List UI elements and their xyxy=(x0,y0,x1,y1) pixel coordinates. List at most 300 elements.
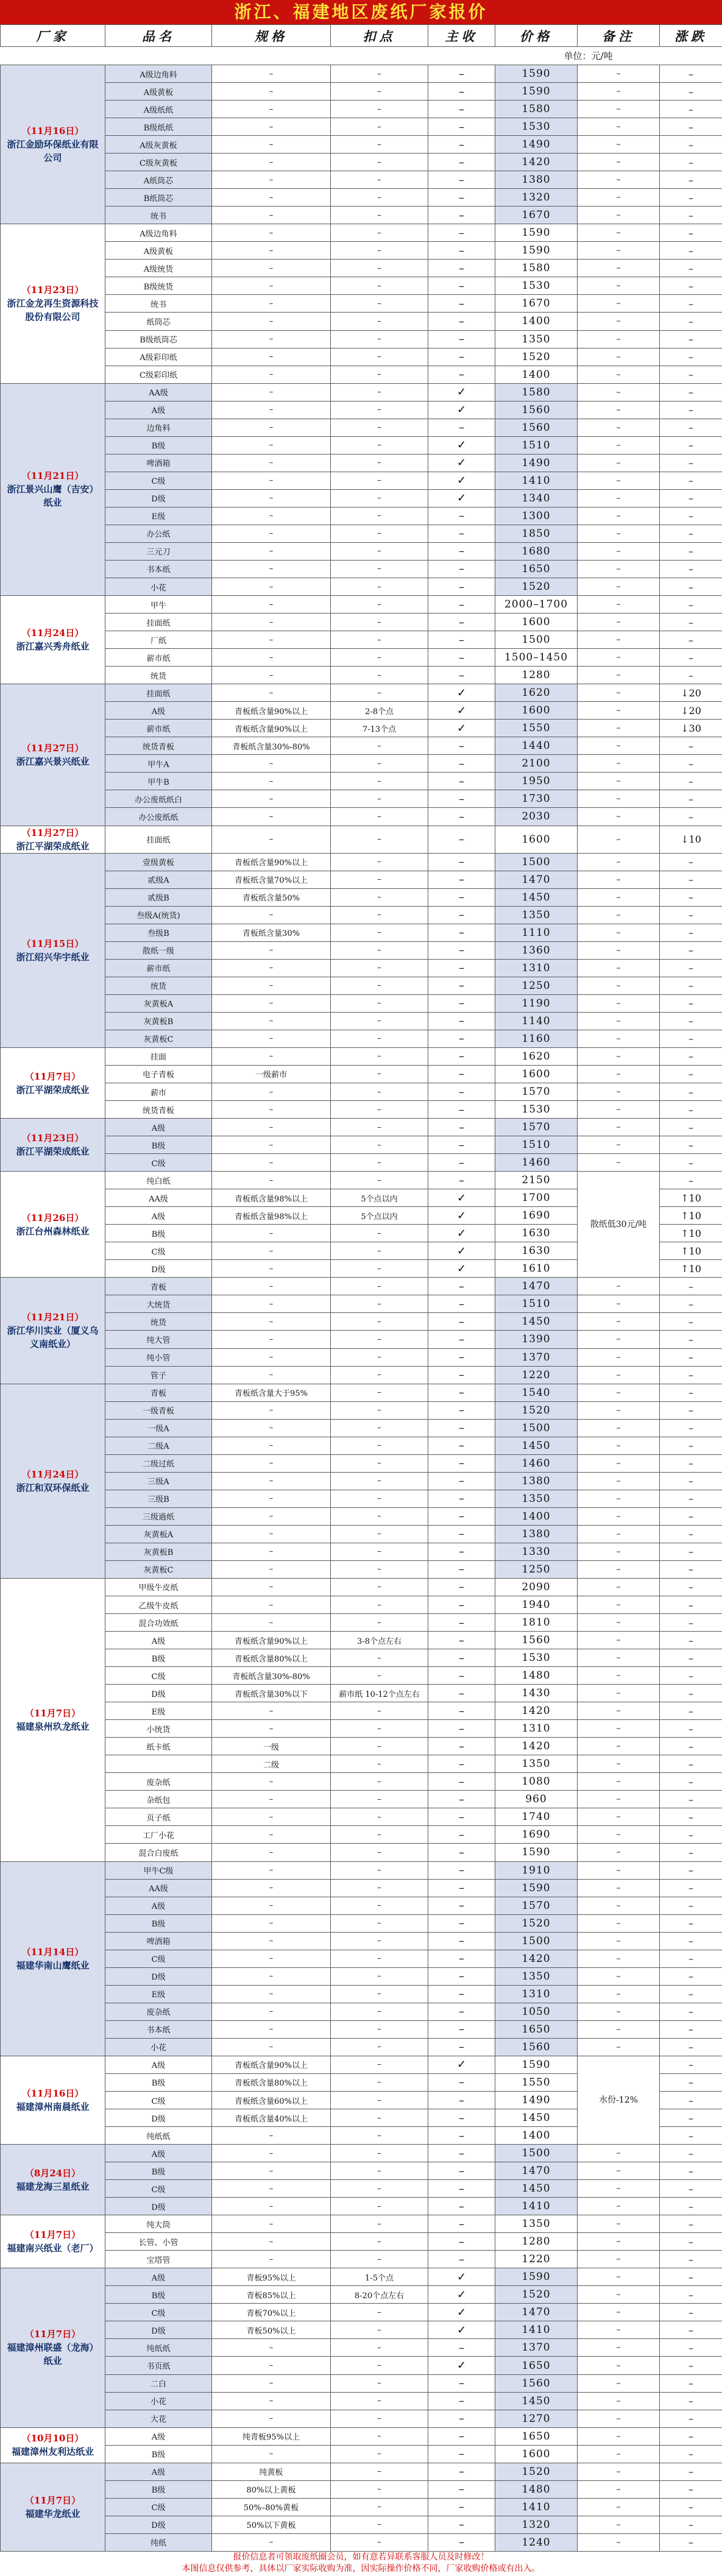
spec-cell: – xyxy=(212,419,331,436)
company-date: （11月21日） xyxy=(21,470,84,482)
spec-cell: – xyxy=(212,242,331,260)
spec-cell: – xyxy=(212,2445,331,2463)
price-cell: 1630 xyxy=(495,1225,578,1242)
spec-cell: – xyxy=(212,1419,331,1437)
price-cell: 1600 xyxy=(495,614,578,631)
table-row xyxy=(1,1401,722,1419)
table-row xyxy=(1,1543,722,1560)
company-name: 浙江嘉兴景兴纸业 xyxy=(16,755,90,767)
change-cell: – xyxy=(660,2445,722,2463)
company-group xyxy=(1,596,722,684)
main-collect-cell: ✓ xyxy=(428,2321,495,2339)
change-cell: – xyxy=(660,2304,722,2321)
company-date: （11月16日） xyxy=(21,126,84,137)
company-name: 福建南兴纸业（老厂） xyxy=(7,2243,99,2254)
deduction-cell: – xyxy=(331,614,428,631)
company-date: （10月10日） xyxy=(21,2433,84,2444)
price-cell: 1310 xyxy=(495,959,578,977)
main-collect-cell: – xyxy=(428,2498,495,2516)
change-cell: – xyxy=(660,1419,722,1437)
deduction-cell: – xyxy=(331,1967,428,1985)
spec-cell: – xyxy=(212,1260,331,1278)
note-cell: – xyxy=(578,1047,660,1065)
change-cell: – xyxy=(660,2339,722,2357)
spec-cell: 青板纸含量90%以上 xyxy=(212,720,331,737)
deduction-cell: – xyxy=(331,1649,428,1667)
spec-cell: – xyxy=(212,2162,331,2180)
spec-cell: – xyxy=(212,118,331,136)
product-cell: A级 xyxy=(105,2463,212,2480)
spec-cell: – xyxy=(212,1172,331,1189)
product-cell: B级 xyxy=(105,2480,212,2498)
deduction-cell: – xyxy=(331,2233,428,2251)
main-collect-cell: – xyxy=(428,560,495,578)
deduction-cell: – xyxy=(331,1950,428,1967)
product-cell: AA级 xyxy=(105,1189,212,1207)
price-cell: 1450 xyxy=(495,2392,578,2410)
change-cell: – xyxy=(660,1560,722,1578)
deduction-cell: – xyxy=(331,401,428,419)
note-cell: – xyxy=(578,1738,660,1755)
table-row xyxy=(1,1897,722,1914)
table-row xyxy=(1,542,722,560)
company-group xyxy=(1,383,722,595)
table-row xyxy=(1,1738,722,1755)
spec-cell: – xyxy=(212,1490,331,1507)
price-cell: 1620 xyxy=(495,684,578,702)
main-collect-cell: – xyxy=(428,1596,495,1614)
table-row xyxy=(1,1632,722,1649)
table-row xyxy=(1,525,722,542)
product-cell: A级 xyxy=(105,2145,212,2162)
note-cell: – xyxy=(578,136,660,154)
deduction-cell: – xyxy=(331,2304,428,2321)
table-row xyxy=(1,1773,722,1791)
deduction-cell: – xyxy=(331,1844,428,1861)
header-price: 价格 xyxy=(495,25,578,47)
main-collect-cell: – xyxy=(428,1419,495,1437)
change-cell: – xyxy=(660,737,722,755)
product-cell: AA级 xyxy=(105,1879,212,1897)
note-cell: – xyxy=(578,1897,660,1914)
spec-cell: – xyxy=(212,401,331,419)
spec-cell: 青板纸含量80%以上 xyxy=(212,2073,331,2091)
company-date: （11月23日） xyxy=(21,1133,84,1144)
table-row xyxy=(1,667,722,684)
deduction-cell: – xyxy=(331,596,428,614)
main-collect-cell: – xyxy=(428,1366,495,1384)
header-main: 主收 xyxy=(428,25,495,47)
table-row xyxy=(1,853,722,871)
table-row xyxy=(1,2498,722,2516)
price-cell: 1600 xyxy=(495,702,578,720)
product-cell: C级 xyxy=(105,2091,212,2109)
deduction-cell: – xyxy=(331,1667,428,1685)
deduction-cell: – xyxy=(331,489,428,507)
change-cell: – xyxy=(660,1950,722,1967)
change-cell: – xyxy=(660,1861,722,1879)
table-row xyxy=(1,2286,722,2304)
product-cell: 叁级B xyxy=(105,924,212,941)
main-collect-cell: – xyxy=(428,2145,495,2162)
company-cell xyxy=(1,2145,105,2215)
change-cell: – xyxy=(660,542,722,560)
note-cell: – xyxy=(578,684,660,702)
change-cell: – xyxy=(660,1720,722,1738)
note-cell: – xyxy=(578,1419,660,1437)
change-cell: ↓10 xyxy=(660,826,722,853)
price-cell: 1540 xyxy=(495,1384,578,1401)
table-row xyxy=(1,2374,722,2392)
change-cell: – xyxy=(660,171,722,189)
spec-cell: – xyxy=(212,330,331,348)
deduction-cell: – xyxy=(331,1348,428,1366)
change-cell: – xyxy=(660,977,722,994)
note-cell: – xyxy=(578,224,660,242)
table-row xyxy=(1,277,722,295)
spec-cell: 青板纸含量大于95% xyxy=(212,1384,331,1401)
note-cell: – xyxy=(578,2427,660,2445)
note-cell: – xyxy=(578,2533,660,2551)
note-cell: – xyxy=(578,2339,660,2357)
table-row xyxy=(1,366,722,383)
table-row xyxy=(1,313,722,330)
deduction-cell: – xyxy=(331,1490,428,1507)
price-cell: 1510 xyxy=(495,1136,578,1154)
spec-cell: – xyxy=(212,1331,331,1348)
product-cell: 小花 xyxy=(105,2038,212,2056)
table-row xyxy=(1,1313,722,1331)
price-cell: 1630 xyxy=(495,1242,578,1260)
product-cell: 小花 xyxy=(105,578,212,595)
main-collect-cell: – xyxy=(428,1560,495,1578)
deduction-cell: – xyxy=(331,154,428,171)
main-collect-cell: – xyxy=(428,1649,495,1667)
table-row xyxy=(1,1614,722,1632)
table-row xyxy=(1,118,722,136)
deduction-cell: – xyxy=(331,1172,428,1189)
main-collect-cell: ✓ xyxy=(428,401,495,419)
change-cell: – xyxy=(660,2056,722,2073)
table-row xyxy=(1,1560,722,1578)
price-cell: 2030 xyxy=(495,808,578,826)
change-cell: – xyxy=(660,2463,722,2480)
company-date: （11月7日） xyxy=(24,1070,81,1082)
note-cell: – xyxy=(578,207,660,224)
company-name: 浙江平湖荣成纸业 xyxy=(16,840,90,852)
main-collect-cell: ✓ xyxy=(428,1242,495,1260)
price-table xyxy=(0,24,722,2552)
price-cell: 1300 xyxy=(495,507,578,525)
main-collect-cell: – xyxy=(428,2427,495,2445)
deduction-cell: – xyxy=(331,1808,428,1826)
company-group xyxy=(1,1278,722,1384)
product-cell: B级统货 xyxy=(105,277,212,295)
company-name: 浙江景兴山鹰（吉安）纸业 xyxy=(7,484,99,509)
table-row xyxy=(1,871,722,888)
deduction-cell: 薪市纸 10-12个点左右 xyxy=(331,1685,428,1702)
note-cell: – xyxy=(578,1596,660,1614)
table-row xyxy=(1,826,722,853)
spec-cell: – xyxy=(212,1932,331,1950)
spec-cell: 青板50%以上 xyxy=(212,2321,331,2339)
product-cell: 电子青板 xyxy=(105,1065,212,1083)
spec-cell: – xyxy=(212,560,331,578)
main-collect-cell: – xyxy=(428,1525,495,1543)
note-cell: – xyxy=(578,277,660,295)
spec-cell: 50%–80%黄板 xyxy=(212,2498,331,2516)
product-cell: 挂面纸 xyxy=(105,684,212,702)
note-cell: – xyxy=(578,1490,660,1507)
deduction-cell: – xyxy=(331,1401,428,1419)
note-cell: – xyxy=(578,419,660,436)
price-cell: 2000–1700 xyxy=(495,596,578,614)
main-collect-cell: – xyxy=(428,1172,495,1189)
price-cell: 1330 xyxy=(495,1543,578,1560)
product-cell: A级纸纸 xyxy=(105,101,212,118)
change-cell: – xyxy=(660,1879,722,1897)
table-row xyxy=(1,224,722,242)
product-cell: 工厂小花 xyxy=(105,1826,212,1844)
change-cell: – xyxy=(660,207,722,224)
main-collect-cell: – xyxy=(428,348,495,366)
price-cell: 1400 xyxy=(495,366,578,383)
header-row xyxy=(1,25,722,47)
spec-cell: 一级 xyxy=(212,1738,331,1755)
company-cell xyxy=(1,2463,105,2551)
product-cell: 纸卡纸 xyxy=(105,1738,212,1755)
table-row xyxy=(1,2038,722,2056)
change-cell: – xyxy=(660,1047,722,1065)
product-cell: D级 xyxy=(105,1685,212,1702)
price-cell: 1310 xyxy=(495,1720,578,1738)
note-cell: – xyxy=(578,1065,660,1083)
header-product: 品名 xyxy=(105,25,212,47)
change-cell: – xyxy=(660,489,722,507)
spec-cell: – xyxy=(212,525,331,542)
main-collect-cell: ✓ xyxy=(428,2304,495,2321)
main-collect-cell: ✓ xyxy=(428,720,495,737)
deduction-cell: – xyxy=(331,1242,428,1260)
price-cell: 1690 xyxy=(495,1207,578,1225)
company-name: 浙江平湖荣成纸业 xyxy=(16,1084,90,1095)
price-cell: 1470 xyxy=(495,2162,578,2180)
product-cell: 贰级B xyxy=(105,888,212,906)
deduction-cell: 5个点以内 xyxy=(331,1207,428,1225)
product-cell: 纯白纸 xyxy=(105,1172,212,1189)
product-cell: 统货 xyxy=(105,977,212,994)
main-collect-cell: – xyxy=(428,2038,495,2056)
table-row xyxy=(1,154,722,171)
note-cell: – xyxy=(578,2215,660,2233)
change-cell: – xyxy=(660,871,722,888)
product-cell: 纯纸纸 xyxy=(105,2339,212,2357)
change-cell: – xyxy=(660,2215,722,2233)
company-name: 福建龙海三星纸业 xyxy=(16,2181,90,2192)
table-row xyxy=(1,2145,722,2162)
spec-cell: – xyxy=(212,472,331,489)
main-collect-cell: ✓ xyxy=(428,2357,495,2374)
note-cell: – xyxy=(578,1614,660,1632)
main-collect-cell: – xyxy=(428,1967,495,1985)
price-cell: 1350 xyxy=(495,1967,578,1985)
price-cell: 1490 xyxy=(495,136,578,154)
change-cell: – xyxy=(660,2516,722,2533)
change-cell: – xyxy=(660,1525,722,1543)
price-cell: 1190 xyxy=(495,994,578,1012)
main-collect-cell: – xyxy=(428,2127,495,2145)
product-cell: 灰黄板C xyxy=(105,1030,212,1047)
spec-cell: – xyxy=(212,1967,331,1985)
price-cell: 1730 xyxy=(495,790,578,808)
note-cell: – xyxy=(578,1454,660,1472)
main-collect-cell: – xyxy=(428,1985,495,2003)
note-cell: – xyxy=(578,2392,660,2410)
footer xyxy=(0,2552,722,2576)
change-cell: – xyxy=(660,65,722,83)
spec-cell: 纯青板95%以上 xyxy=(212,2427,331,2445)
spec-cell: – xyxy=(212,614,331,631)
price-cell: 1270 xyxy=(495,2410,578,2427)
product-cell: 页子纸 xyxy=(105,1808,212,1826)
price-cell: 1670 xyxy=(495,295,578,313)
spec-cell: – xyxy=(212,489,331,507)
note-cell: – xyxy=(578,1472,660,1490)
spec-cell: – xyxy=(212,906,331,924)
product-cell: 书本纸 xyxy=(105,2020,212,2038)
price-cell: 1590 xyxy=(495,1844,578,1861)
table-row xyxy=(1,649,722,667)
table-row xyxy=(1,631,722,649)
company-cell xyxy=(1,2056,105,2144)
product-cell: E级 xyxy=(105,1702,212,1720)
note-cell: – xyxy=(578,189,660,207)
spec-cell: 青板纸含量30%以下 xyxy=(212,1685,331,1702)
product-cell: 叁级A(统货) xyxy=(105,906,212,924)
note-cell: – xyxy=(578,454,660,472)
main-collect-cell: – xyxy=(428,959,495,977)
note-cell: – xyxy=(578,542,660,560)
company-cell xyxy=(1,1047,105,1118)
main-collect-cell: – xyxy=(428,1702,495,1720)
table-row xyxy=(1,1720,722,1738)
main-collect-cell: ✓ xyxy=(428,1260,495,1278)
product-cell: 小统货 xyxy=(105,1720,212,1738)
main-collect-cell: – xyxy=(428,1313,495,1331)
product-cell: A级黄板 xyxy=(105,83,212,101)
spec-cell: 青板纸含量90%以上 xyxy=(212,853,331,871)
change-cell: – xyxy=(660,1172,722,1189)
price-cell: 1480 xyxy=(495,1667,578,1685)
spec-cell: – xyxy=(212,1879,331,1897)
product-cell: 甲牛C级 xyxy=(105,1861,212,1879)
price-cell: 1420 xyxy=(495,1738,578,1755)
note-cell: – xyxy=(578,101,660,118)
spec-cell: – xyxy=(212,578,331,595)
table-row xyxy=(1,419,722,436)
deduction-cell: – xyxy=(331,1331,428,1348)
note-cell: – xyxy=(578,2003,660,2020)
product-cell: 灰黄板C xyxy=(105,1560,212,1578)
product-cell: 宝塔管 xyxy=(105,2251,212,2268)
change-cell: – xyxy=(660,1401,722,1419)
product-cell: B级 xyxy=(105,1649,212,1667)
change-cell: – xyxy=(660,1755,722,1773)
product-cell: C级 xyxy=(105,1154,212,1172)
spec-cell: – xyxy=(212,313,331,330)
change-cell: – xyxy=(660,507,722,525)
change-cell: – xyxy=(660,1083,722,1101)
main-collect-cell: – xyxy=(428,578,495,595)
table-row xyxy=(1,1967,722,1985)
note-cell: – xyxy=(578,1295,660,1313)
main-collect-cell: – xyxy=(428,1844,495,1861)
price-cell: 1650 xyxy=(495,2357,578,2374)
product-cell: B级 xyxy=(105,2073,212,2091)
price-cell: 1420 xyxy=(495,1950,578,1967)
spec-cell: – xyxy=(212,1154,331,1172)
spec-cell: – xyxy=(212,1348,331,1366)
spec-cell: – xyxy=(212,2020,331,2038)
price-cell: 1910 xyxy=(495,1861,578,1879)
company-group xyxy=(1,684,722,826)
main-collect-cell: – xyxy=(428,1083,495,1101)
deduction-cell: – xyxy=(331,2056,428,2073)
main-collect-cell: – xyxy=(428,1507,495,1525)
main-collect-cell: – xyxy=(428,2339,495,2357)
table-row xyxy=(1,2410,722,2427)
change-cell: – xyxy=(660,383,722,401)
spec-cell: 青板纸含量50% xyxy=(212,888,331,906)
table-row xyxy=(1,2180,722,2198)
change-cell: – xyxy=(660,773,722,790)
main-collect-cell: – xyxy=(428,773,495,790)
deduction-cell: – xyxy=(331,2374,428,2392)
main-collect-cell: ✓ xyxy=(428,1225,495,1242)
price-cell: 1530 xyxy=(495,277,578,295)
change-cell: – xyxy=(660,2268,722,2286)
spec-cell: – xyxy=(212,1101,331,1119)
spec-cell: – xyxy=(212,2127,331,2145)
deduction-cell: – xyxy=(331,383,428,401)
price-cell: 1320 xyxy=(495,189,578,207)
change-cell: – xyxy=(660,1437,722,1454)
spec-cell: – xyxy=(212,1437,331,1454)
company-date: （11月23日） xyxy=(21,285,84,296)
note-cell: – xyxy=(578,65,660,83)
deduction-cell: – xyxy=(331,2020,428,2038)
main-collect-cell: – xyxy=(428,171,495,189)
price-cell: 1050 xyxy=(495,2003,578,2020)
deduction-cell: – xyxy=(331,542,428,560)
deduction-cell: – xyxy=(331,1897,428,1914)
price-cell: 1580 xyxy=(495,101,578,118)
table-row xyxy=(1,1366,722,1384)
table-row xyxy=(1,2392,722,2410)
product-cell: 长管、小管 xyxy=(105,2233,212,2251)
spec-cell: – xyxy=(212,154,331,171)
price-cell: 1520 xyxy=(495,578,578,595)
price-cell: 1450 xyxy=(495,1313,578,1331)
price-cell: 1510 xyxy=(495,1295,578,1313)
note-cell: – xyxy=(578,994,660,1012)
main-collect-cell: – xyxy=(428,826,495,853)
price-cell: 1560 xyxy=(495,2038,578,2056)
main-collect-cell: – xyxy=(428,1667,495,1685)
company-cell xyxy=(1,383,105,595)
table-row xyxy=(1,1419,722,1437)
table-row xyxy=(1,489,722,507)
